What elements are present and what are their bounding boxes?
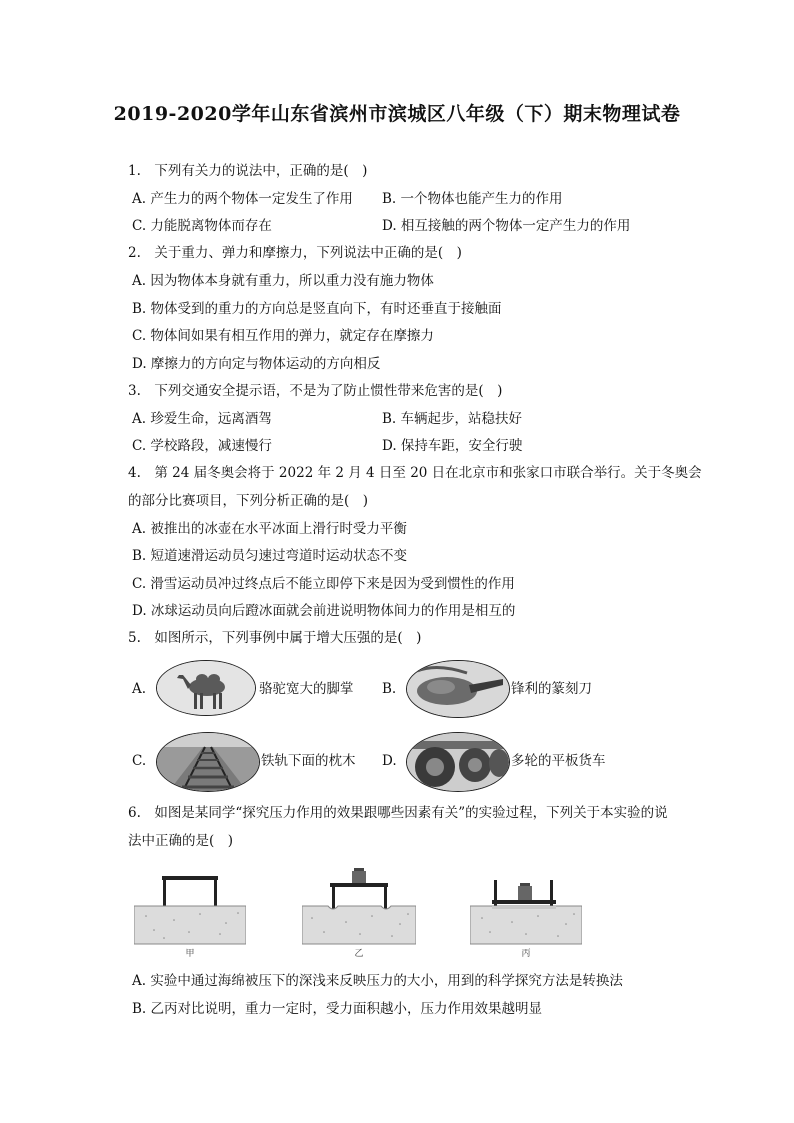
camel-feet-image (156, 660, 256, 716)
q3-option-d[interactable]: D. 保持车距，安全行驶 (382, 438, 523, 454)
q2-option-d[interactable]: D. 摩擦力的方向定与物体运动的方向相反 (132, 356, 381, 372)
q5-option-a-text: 骆驼宽大的脚掌 (259, 681, 354, 697)
q4-option-c[interactable]: C. 滑雪运动员冲过终点后不能立即停下来是因为受到惯性的作用 (132, 576, 515, 592)
q3-option-a[interactable]: A. 珍爱生命，远离酒驾 (132, 411, 272, 427)
q2-option-a[interactable]: A. 因为物体本身就有重力，所以重力没有施力物体 (132, 273, 434, 289)
q5-option-c-letter[interactable]: C. (132, 753, 147, 769)
figure-label-bing: 丙 (521, 949, 531, 959)
q4-option-b[interactable]: B. 短道速滑运动员匀速过弯道时运动状态不变 (132, 548, 408, 564)
q6-stem-line2: 法中正确的是( ) (128, 833, 234, 849)
q5-option-a-letter[interactable]: A. (132, 681, 147, 697)
carving-knife-image (406, 660, 510, 718)
q6-stem-line1: 6. 如图是某同学“探究压力作用的效果跟哪些因素有关”的实验过程，下列关于本实验的说 (128, 805, 668, 821)
q5-option-d-text: 多轮的平板货车 (511, 753, 606, 769)
q4-option-d[interactable]: D. 冰球运动员向后蹬冰面就会前进说明物体间力的作用是相互的 (132, 603, 516, 619)
figure-label-jia: 甲 (185, 949, 195, 959)
q4-stem-line1: 4. 第 24 届冬奥会将于 2022 年 2 月 4 日至 20 日在北京市和张家口市联合举行。关于冬奥会 (128, 465, 702, 481)
q4-option-a[interactable]: A. 被推出的冰壶在水平冰面上滑行时受力平衡 (132, 521, 407, 537)
q1-stem: 1. 下列有关力的说法中，正确的是( ) (128, 163, 368, 179)
q1-option-c[interactable]: C. 力能脱离物体而存在 (132, 218, 272, 234)
page-title: 2019-2020学年山东省滨州市滨城区八年级（下）期末物理试卷 (113, 103, 681, 125)
q2-stem: 2. 关于重力、弹力和摩擦力，下列说法中正确的是( ) (128, 245, 462, 261)
q1-option-b[interactable]: B. 一个物体也能产生力的作用 (382, 191, 563, 207)
experiment-figure-jia (134, 868, 246, 960)
q3-option-c[interactable]: C. 学校路段，减速慢行 (132, 438, 272, 454)
experiment-figure-yi (302, 868, 416, 960)
figure-label-yi: 乙 (354, 949, 364, 959)
railway-sleepers-image (156, 732, 260, 792)
q6-option-b[interactable]: B. 乙丙对比说明，重力一定时，受力面积越小，压力作用效果越明显 (132, 1001, 543, 1017)
q3-option-b[interactable]: B. 车辆起步，站稳扶好 (382, 411, 523, 427)
experiment-figure-bing (470, 868, 582, 960)
q2-option-c[interactable]: C. 物体间如果有相互作用的弹力，就定存在摩擦力 (132, 328, 434, 344)
q5-option-d-letter[interactable]: D. (382, 753, 397, 769)
q6-option-a[interactable]: A. 实验中通过海绵被压下的深浅来反映压力的大小，用到的科学探究方法是转换法 (132, 973, 623, 989)
q1-option-a[interactable]: A. 产生力的两个物体一定发生了作用 (132, 191, 353, 207)
q3-stem: 3. 下列交通安全提示语，不是为了防止惯性带来危害的是( ) (128, 383, 503, 399)
q2-option-b[interactable]: B. 物体受到的重力的方向总是竖直向下，有时还垂直于接触面 (132, 301, 502, 317)
flatbed-truck-wheels-image (406, 732, 510, 792)
q5-option-b-letter[interactable]: B. (382, 681, 397, 697)
q1-option-d[interactable]: D. 相互接触的两个物体一定产生力的作用 (382, 218, 631, 234)
q4-stem-line2: 的部分比赛项目，下列分析正确的是( ) (128, 493, 369, 509)
q5-option-c-text: 铁轨下面的枕木 (261, 753, 356, 769)
q5-stem: 5. 如图所示，下列事例中属于增大压强的是( ) (128, 630, 422, 646)
q5-option-b-text: 锋利的篆刻刀 (511, 681, 592, 697)
